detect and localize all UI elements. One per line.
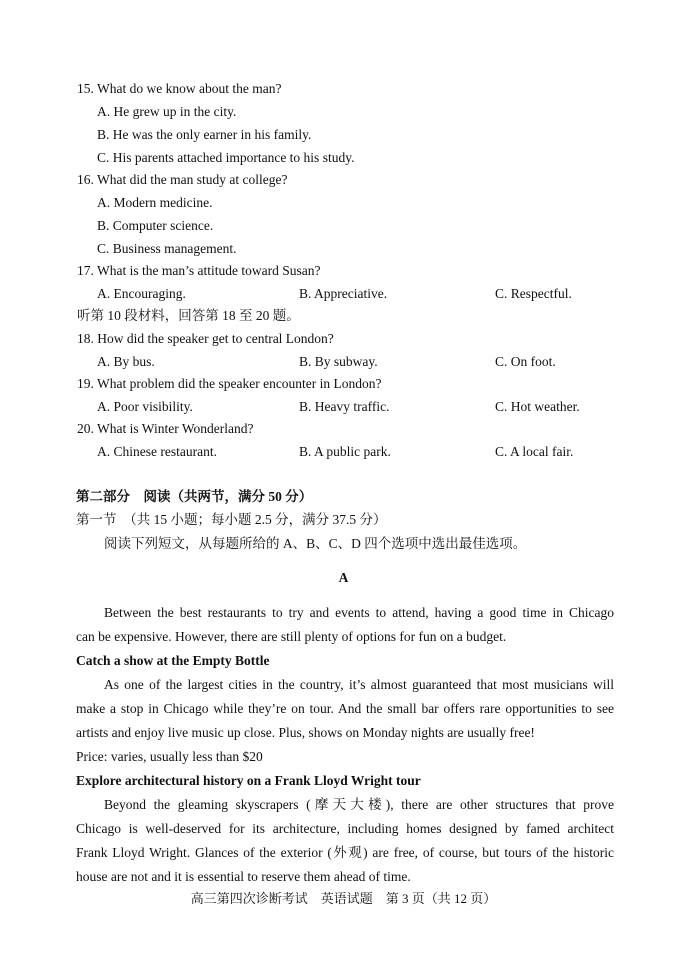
question-18-option-b: B. By subway. bbox=[299, 354, 378, 369]
question-17-option-a: A. Encouraging. bbox=[97, 286, 186, 301]
question-15-stem: 15. What do we know about the man? bbox=[77, 81, 282, 96]
passage-intro-line-1: Between the best restaurants to try and events to attend, having a good time in Chicago bbox=[104, 605, 614, 620]
section-heading-frank-lloyd-wright: Explore architectural history on a Frank Lloyd Wright tour bbox=[76, 773, 421, 788]
question-18-option-a: A. By bus. bbox=[97, 354, 155, 369]
question-16-option-b: B. Computer science. bbox=[97, 218, 214, 233]
question-19-stem: 19. What problem did the speaker encounter in London? bbox=[77, 376, 382, 391]
question-16-option-a: A. Modern medicine. bbox=[97, 195, 213, 210]
part2-instruction: 阅读下列短文，从每题所给的 A、B、C、D 四个选项中选出最佳选项。 bbox=[104, 536, 527, 551]
para2-line-4: house are not and it is essential to reserve them ahead of time. bbox=[76, 869, 411, 884]
section-heading-empty-bottle: Catch a show at the Empty Bottle bbox=[76, 653, 270, 668]
question-15-option-b: B. He was the only earner in his family. bbox=[97, 127, 312, 142]
question-17-option-c: C. Respectful. bbox=[495, 286, 572, 301]
question-18-stem: 18. How did the speaker get to central London? bbox=[77, 331, 334, 346]
question-15-option-c: C. His parents attached importance to his study. bbox=[97, 150, 355, 165]
question-17-option-b: B. Appreciative. bbox=[299, 286, 388, 301]
question-19-option-c: C. Hot weather. bbox=[495, 399, 580, 414]
question-16-option-c: C. Business management. bbox=[97, 241, 237, 256]
para1-line-3: artists and enjoy live music up close. Plus, shows on Monday nights are usually free! bbox=[76, 725, 535, 740]
part2-title: 第二部分 阅读（共两节，满分 50 分） bbox=[76, 489, 313, 504]
question-19-option-a: A. Poor visibility. bbox=[97, 399, 193, 414]
para1-line-1: As one of the largest cities in the country, it’s almost guaranteed that most musicians will bbox=[104, 677, 614, 692]
question-18-option-c: C. On foot. bbox=[495, 354, 556, 369]
para2-line-3: Frank Lloyd Wright. Glances of the exterior (外观) are free, of course, but tours of the historic bbox=[76, 845, 614, 860]
question-19-option-b: B. Heavy traffic. bbox=[299, 399, 390, 414]
question-17-stem: 17. What is the man’s attitude toward Susan? bbox=[77, 263, 321, 278]
question-15-option-a: A. He grew up in the city. bbox=[97, 104, 237, 119]
passage-letter: A bbox=[338, 570, 349, 585]
question-20-option-a: A. Chinese restaurant. bbox=[97, 444, 217, 459]
question-16-stem: 16. What did the man study at college? bbox=[77, 172, 288, 187]
para1-line-2: make a stop in Chicago while they’re on tour. And the small bar offers rare opportunities to see bbox=[76, 701, 614, 716]
question-20-stem: 20. What is Winter Wonderland? bbox=[77, 421, 254, 436]
page-footer: 高三第四次诊断考试 英语试题 第 3 页（共 12 页） bbox=[190, 891, 497, 906]
price-empty-bottle: Price: varies, usually less than $20 bbox=[76, 749, 263, 764]
question-20-option-b: B. A public park. bbox=[299, 444, 391, 459]
passage-intro-line-2: can be expensive. However, there are still plenty of options for fun on a budget. bbox=[76, 629, 507, 644]
listening-instruction: 听第 10 段材料，回答第 18 至 20 题。 bbox=[77, 308, 300, 323]
question-20-option-c: C. A local fair. bbox=[495, 444, 574, 459]
part2-section1: 第一节 （共 15 小题；每小题 2.5 分，满分 37.5 分） bbox=[76, 512, 387, 527]
para2-line-1: Beyond the gleaming skyscrapers (摩天大楼), there are other structures that prove bbox=[104, 797, 614, 812]
para2-line-2: Chicago is well-deserved for its architecture, including homes designed by famed architect bbox=[76, 821, 614, 836]
